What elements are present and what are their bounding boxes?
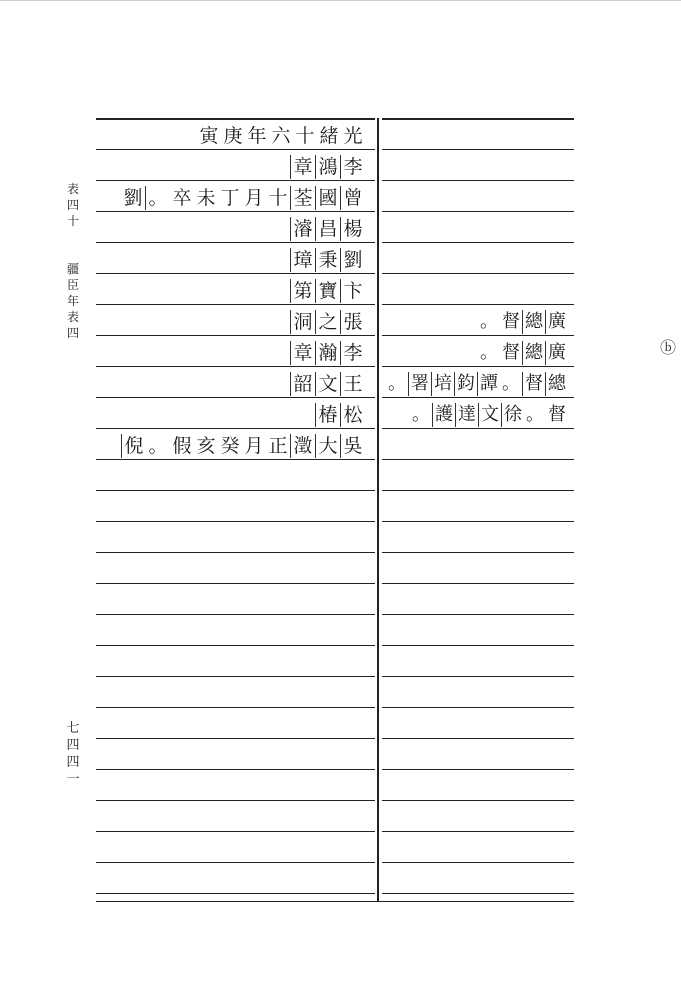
- table-char: 十: [268, 186, 288, 209]
- table-char: 譚: [477, 372, 500, 396]
- table-row-right: [383, 461, 574, 492]
- table-char: 寶: [315, 279, 340, 303]
- table-char: 。: [145, 186, 170, 210]
- table-char: 徐: [501, 403, 524, 427]
- table-row-left: [96, 213, 374, 244]
- table-row-right: [383, 492, 574, 523]
- table-row-left: [96, 399, 374, 430]
- table-char: 督: [502, 310, 520, 332]
- table-char: 之: [315, 310, 340, 334]
- ink-blot-mark: ⓑ: [660, 338, 677, 357]
- table-char: 吳: [340, 434, 365, 458]
- table-char: 。: [412, 403, 430, 425]
- table-row-right: [383, 244, 574, 275]
- table-char: 廣: [545, 310, 568, 334]
- table-char: 月: [244, 186, 264, 209]
- table-char: 督: [522, 372, 545, 396]
- table-row-left: [96, 275, 374, 306]
- table-char: 。: [148, 434, 168, 457]
- margin-table-title: 疆臣年表四: [66, 262, 79, 340]
- table-row-right: [383, 864, 574, 895]
- table-row-right: [383, 554, 574, 585]
- table-char: 第: [290, 279, 315, 303]
- official-table: [96, 118, 574, 902]
- table-row-right: [383, 833, 574, 864]
- table-row-left: [96, 709, 374, 740]
- table-char: 總: [522, 341, 545, 365]
- table-char: 澂: [290, 434, 315, 458]
- table-row-right: [383, 368, 574, 399]
- table-row-right: [383, 306, 574, 337]
- table-char: 光: [343, 124, 363, 147]
- table-row-left: [96, 678, 374, 709]
- table-char: 張: [340, 310, 365, 334]
- table-row-left: [96, 306, 374, 337]
- table-row-right: [383, 430, 574, 461]
- table-row-right: [383, 213, 574, 244]
- table-char: 劉: [340, 248, 365, 272]
- table-char: 培: [431, 372, 454, 396]
- table-char: 鈞: [454, 372, 477, 396]
- table-char: 假: [172, 434, 192, 457]
- table-char: 署: [408, 372, 431, 396]
- table-row-left: [96, 647, 374, 678]
- table-row-right: [383, 120, 574, 151]
- table-char: 廣: [545, 341, 568, 365]
- table-row-right: [383, 399, 574, 430]
- table-char: 鴻: [315, 155, 340, 179]
- table-row-right: [383, 895, 574, 926]
- table-char: 六: [271, 124, 291, 147]
- table-char: 國: [315, 186, 340, 210]
- table-row-right: [383, 771, 574, 802]
- table-char: 癸: [220, 434, 240, 457]
- table-row-left: [96, 151, 374, 182]
- table-char: 昌: [315, 217, 340, 241]
- table-row-left: [96, 802, 374, 833]
- table-row-right: [383, 523, 574, 554]
- table-char: 濬: [290, 217, 315, 241]
- table-char: 劉: [123, 186, 143, 209]
- table-char: 年: [247, 124, 267, 147]
- table-char: 。: [480, 310, 498, 332]
- table-char: 。: [388, 372, 406, 394]
- table-row-left: [96, 120, 374, 151]
- table-char: 洞: [290, 310, 315, 334]
- table-row-right: [383, 678, 574, 709]
- table-row-right: [383, 740, 574, 771]
- table-char: 寅: [199, 124, 219, 147]
- scan-edge-line: [0, 0, 681, 1]
- table-char: 卞: [340, 279, 365, 303]
- table-row-right: [383, 275, 574, 306]
- table-char: 。: [502, 372, 520, 394]
- table-char: 。: [480, 341, 498, 363]
- page-number: 七四四一: [66, 721, 80, 787]
- table-row-left: [96, 430, 374, 461]
- table-char: 督: [548, 403, 566, 425]
- table-char: 文: [478, 403, 501, 427]
- table-char: 楊: [340, 217, 365, 241]
- table-char: 松: [340, 403, 365, 427]
- table-char: 正: [268, 434, 288, 457]
- table-char: 章: [290, 341, 315, 365]
- table-row-left: [96, 182, 374, 213]
- table-char: 荃: [290, 186, 315, 210]
- table-char: 丁: [220, 186, 240, 209]
- table-char: 緒: [319, 124, 339, 147]
- table-row-left: [96, 740, 374, 771]
- table-char: 總: [522, 310, 545, 334]
- table-char: 李: [340, 341, 365, 365]
- table-char: 庚: [223, 124, 243, 147]
- table-char: 韶: [290, 372, 315, 396]
- table-row-left: [96, 492, 374, 523]
- table-row-left: [96, 554, 374, 585]
- table-row-left: [96, 864, 374, 895]
- table-row-right: [383, 616, 574, 647]
- table-char: 。: [526, 403, 544, 425]
- margin-table-number: 表四十: [66, 182, 79, 228]
- table-char: 亥: [196, 434, 216, 457]
- table-char: 倪: [121, 434, 146, 458]
- table-row-right: [383, 709, 574, 740]
- table-row-left: [96, 895, 374, 926]
- table-row-left: [96, 461, 374, 492]
- table-char: 瀚: [315, 341, 340, 365]
- table-char: 月: [244, 434, 264, 457]
- table-char: 文: [315, 372, 340, 396]
- table-row-right: [383, 647, 574, 678]
- column-separator: [377, 118, 379, 902]
- table-char: 曾: [340, 186, 365, 210]
- table-char: 達: [455, 403, 478, 427]
- table-row-right: [383, 151, 574, 182]
- table-row-right: [383, 182, 574, 213]
- table-char: 總: [545, 372, 568, 396]
- table-char: 未: [196, 186, 216, 209]
- table-char: 璋: [290, 248, 315, 272]
- table-row-right: [383, 337, 574, 368]
- table-char: 章: [290, 155, 315, 179]
- table-row-left: [96, 337, 374, 368]
- table-row-left: [96, 244, 374, 275]
- table-char: 護: [432, 403, 455, 427]
- table-char: 王: [340, 372, 365, 396]
- table-char: 卒: [172, 186, 192, 209]
- table-char: 秉: [315, 248, 340, 272]
- table-char: 椿: [315, 403, 340, 427]
- table-row-left: [96, 833, 374, 864]
- table-row-left: [96, 771, 374, 802]
- table-row-left: [96, 585, 374, 616]
- table-char: 大: [315, 434, 340, 458]
- table-row-right: [383, 802, 574, 833]
- table-row-left: [96, 368, 374, 399]
- table-char: 督: [502, 341, 520, 363]
- table-row-left: [96, 523, 374, 554]
- table-row-left: [96, 616, 374, 647]
- table-char: 十: [295, 124, 315, 147]
- table-char: 李: [340, 155, 365, 179]
- table-row-right: [383, 585, 574, 616]
